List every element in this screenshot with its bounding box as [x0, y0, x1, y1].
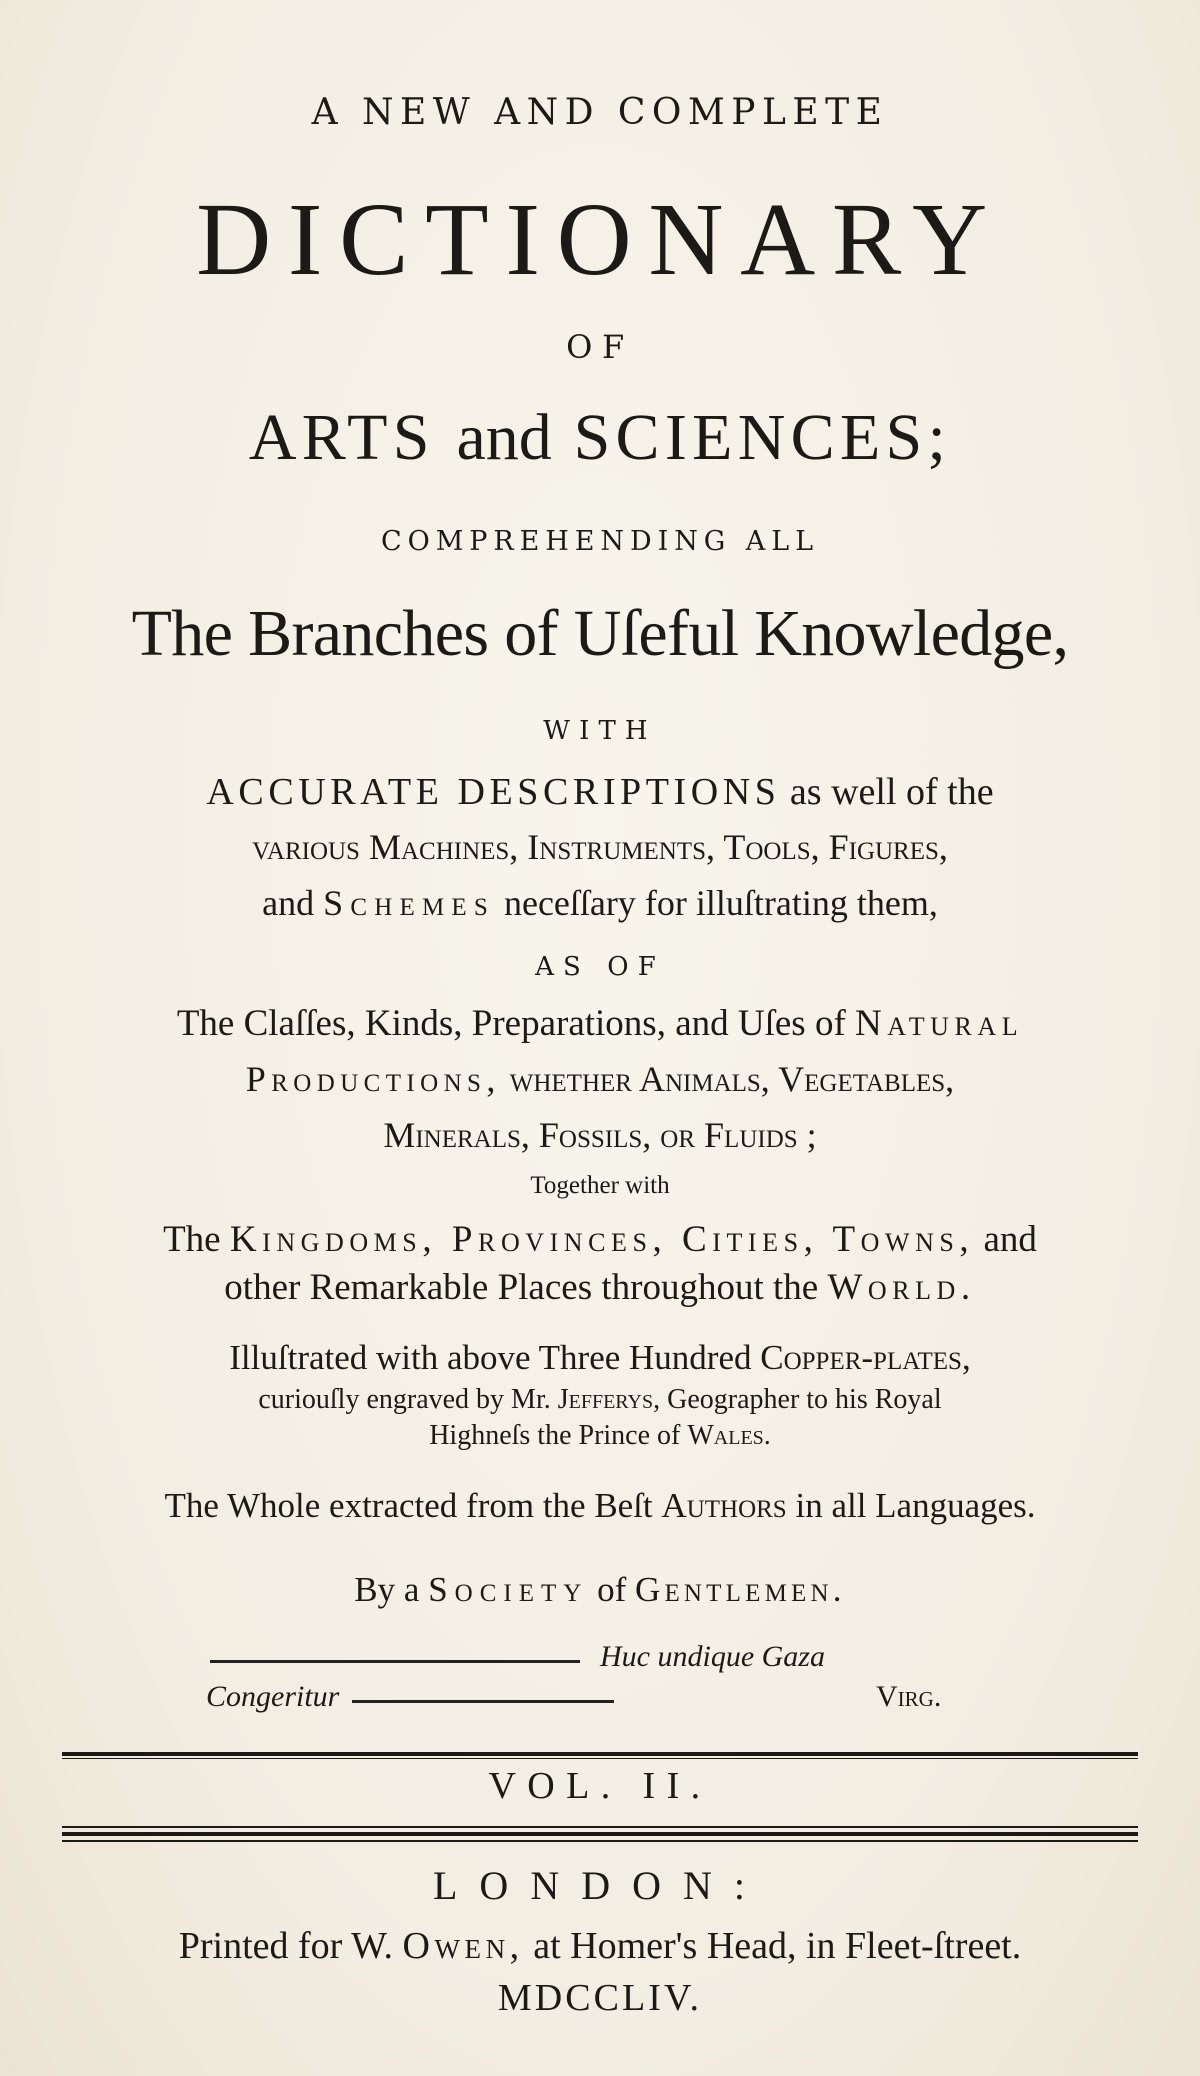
text-machines: various Machines, Instruments, Tools, Figures,	[252, 827, 948, 867]
text-illustrated	[0, 1338, 1200, 1378]
motto-dash-2	[352, 1700, 614, 1703]
text-society-c: of	[597, 1570, 627, 1609]
text-together-with: Together with	[530, 1172, 670, 1199]
motto-dash-1	[210, 1660, 580, 1663]
text-remarkable-places	[0, 1266, 1200, 1309]
text-classes-b: Natural	[855, 1003, 1024, 1044]
imprint-printer-a: Printed for W.	[178, 1925, 394, 1967]
text-as-of: AS OF	[535, 952, 665, 982]
imprint-printer	[0, 1924, 1200, 1968]
text-accurate-descriptions	[0, 770, 1200, 814]
text-remarkable-a: other Remarkable Places throughout the	[224, 1267, 819, 1308]
rule-thin-bottom-2	[62, 1840, 1138, 1842]
motto-huc-undique: Huc undique Gaza	[600, 1640, 825, 1673]
text-whole-b: Authors	[661, 1486, 787, 1525]
title-dictionary: DICTIONARY	[196, 182, 1004, 297]
text-illustrated-a: Illuſtrated with above Three Hundred	[229, 1338, 752, 1377]
rule-thick-top	[62, 1752, 1138, 1756]
rule-thick-bottom	[62, 1832, 1138, 1836]
text-classes-a: The Claſſes, Kinds, Preparations, and Uſes of	[176, 1003, 846, 1044]
motto-virg: Virg.	[876, 1680, 942, 1713]
text-society-a: By a	[354, 1570, 420, 1609]
text-schemes-a: and	[262, 883, 315, 923]
text-kingdoms-a: The	[163, 1219, 221, 1260]
title-and: and	[456, 401, 552, 474]
heading-new-and-complete: A NEW AND COMPLETE	[311, 92, 889, 133]
text-kingdoms	[0, 1218, 1200, 1261]
text-highness-b: Wales.	[687, 1420, 771, 1451]
text-whole-c: in all Languages.	[795, 1486, 1036, 1525]
text-kingdoms-c: and	[983, 1219, 1037, 1260]
text-productions-b: whether Animals, Vegetables,	[509, 1059, 955, 1099]
text-kingdoms-b: Kingdoms, Provinces, Cities, Towns,	[229, 1219, 975, 1260]
text-highness	[0, 1420, 1200, 1452]
rule-thin-top	[62, 1758, 1138, 1759]
title-arts-and-sciences	[0, 400, 1200, 476]
text-engraved	[0, 1384, 1200, 1416]
imprint-date: MDCCLIV.	[497, 1977, 703, 2019]
motto-congeritur: Congeritur	[206, 1680, 340, 1713]
text-remarkable-b: World.	[827, 1267, 976, 1308]
text-accurate-caps: ACCURATE DESCRIPTIONS	[206, 771, 781, 813]
text-schemes	[0, 882, 1200, 924]
text-society-b: Society	[428, 1570, 589, 1609]
text-minerals: Minerals, Fossils, or Fluids ;	[383, 1115, 817, 1155]
text-whole-extracted	[0, 1486, 1200, 1526]
text-schemes-b: Schemes	[323, 883, 495, 923]
text-productions-a: Productions,	[245, 1059, 501, 1099]
text-society	[0, 1570, 1200, 1610]
text-accurate-rest: as well of the	[789, 771, 994, 813]
text-society-d: Gentlemen.	[634, 1570, 846, 1609]
imprint-place: LONDON:	[433, 1863, 767, 1908]
subtitle-comprehending: COMPREHENDING ALL	[381, 526, 819, 557]
text-illustrated-b: Copper-plates,	[760, 1338, 971, 1377]
text-engraved-b: Jefferys,	[557, 1384, 661, 1415]
imprint-printer-b: Owen,	[402, 1925, 524, 1967]
text-engraved-a: curiouſly engraved by Mr.	[258, 1384, 551, 1415]
text-productions	[0, 1058, 1200, 1100]
volume-number: VOL. II.	[488, 1765, 712, 1807]
subtitle-branches: The Branches of Uſeful Knowledge,	[131, 597, 1069, 670]
title-arts: ARTS	[248, 401, 435, 474]
imprint-printer-c: at Homer's Head, in Fleet-ſtreet.	[533, 1925, 1022, 1967]
rule-thin-bottom	[62, 1826, 1138, 1828]
text-schemes-c: neceſſary for illuſtrating them,	[503, 883, 938, 923]
text-engraved-c: Geographer to his Royal	[667, 1384, 942, 1415]
text-classes	[0, 1002, 1200, 1045]
title-of: OF	[566, 328, 634, 366]
text-whole-a: The Whole extracted from the Beſt	[164, 1486, 653, 1525]
title-sciences: SCIENCES;	[573, 401, 952, 474]
text-with: WITH	[543, 716, 657, 746]
text-highness-a: Highneſs the Prince of	[429, 1420, 681, 1451]
